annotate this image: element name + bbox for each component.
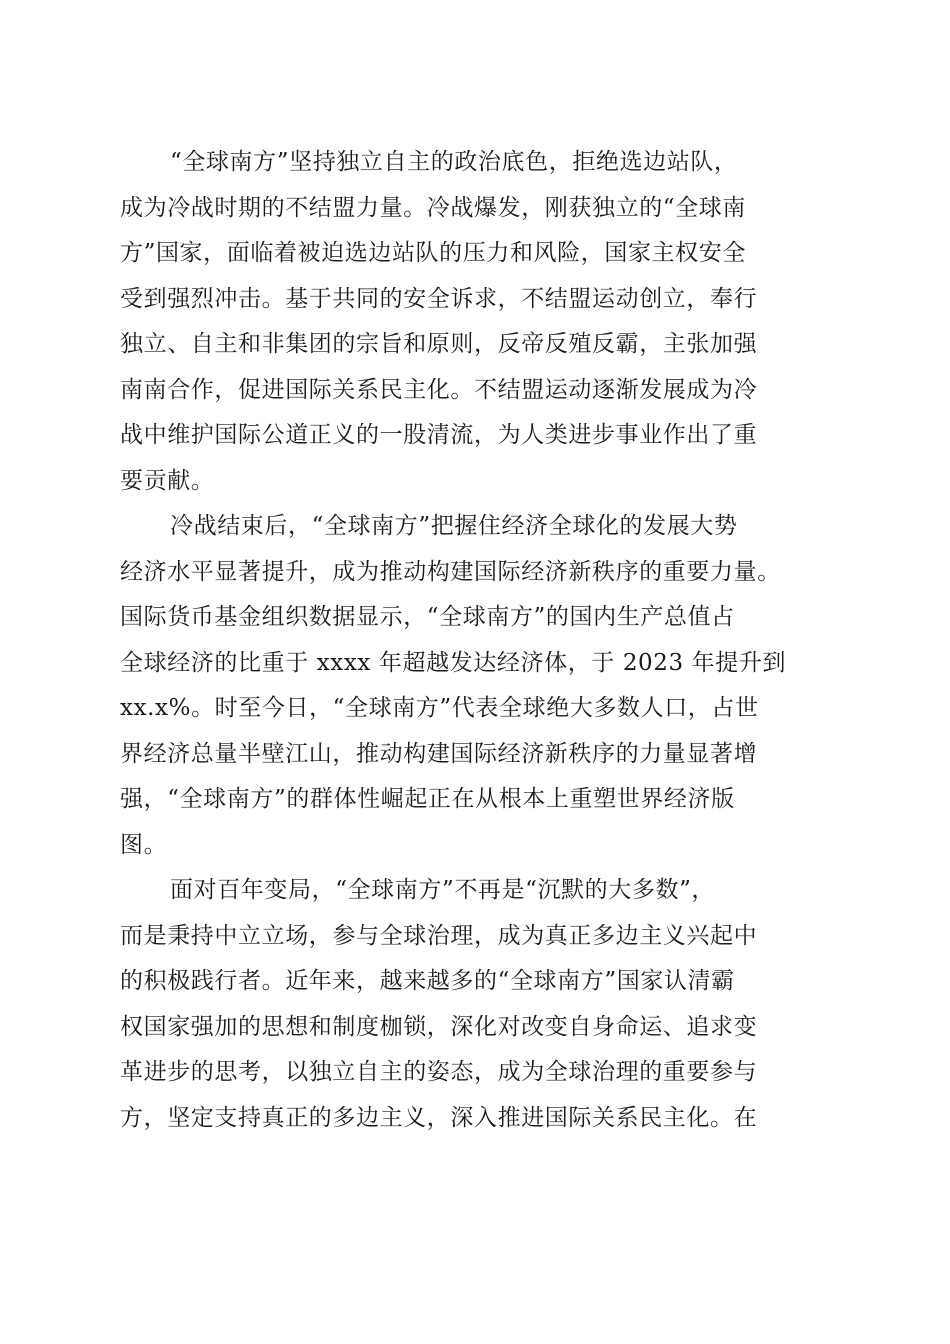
paragraph-2-line-6: 界经济总量半壁江山，推动构建国际经济新秩序的力量显著增 [120, 741, 758, 767]
paragraph-1-line-1: “全球南方”坚持独立自主的政治底色，拒绝选边站队， [170, 149, 738, 175]
paragraph-1-line-7: 战中维护国际公道正义的一股清流，为人类进步事业作出了重 [120, 422, 758, 448]
paragraph-2-line-2: 经济水平显著提升，成为推动构建国际经济新秩序的重要力量。 [120, 559, 781, 585]
paragraph-1-line-8: 要贡献。 [120, 468, 215, 494]
paragraph-2-line-1: 冷战结束后，“全球南方”把握住经济全球化的发展大势 [170, 513, 738, 539]
paragraph-1-line-2: 成为冷战时期的不结盟力量。冷战爆发，刚获独立的“全球南 [120, 195, 746, 221]
paragraph-2-line-4: 全球经济的比重于 xxxx 年超越发达经济体，于 2023 年提升到 [120, 650, 787, 676]
paragraph-3-line-4: 权国家强加的思想和制度枷锁，深化对改变自身命运、追求变 [120, 1014, 758, 1040]
paragraph-1-line-6: 南南合作，促进国际关系民主化。不结盟运动逐渐发展成为冷 [120, 377, 758, 403]
paragraph-3-line-5: 革进步的思考，以独立自主的姿态，成为全球治理的重要参与 [120, 1059, 758, 1085]
paragraph-1-line-3: 方”国家，面临着被迫选边站队的压力和风险，国家主权安全 [120, 240, 746, 266]
paragraph-2-line-5: xx.x%。时至今日，“全球南方”代表全球绝大多数人口，占世 [120, 695, 759, 721]
paragraph-3-line-6: 方，坚定支持真正的多边主义，深入推进国际关系民主化。在 [120, 1105, 758, 1131]
paragraph-2-line-7: 强，“全球南方”的群体性崛起正在从根本上重塑世界经济版 [120, 786, 735, 812]
paragraph-3-line-2: 而是秉持中立立场，参与全球治理，成为真正多边主义兴起中 [120, 923, 758, 949]
paragraph-3-line-1: 面对百年变局，“全球南方”不再是“沉默的大多数”， [170, 877, 716, 903]
paragraph-3-line-3: 的积极践行者。近年来，越来越多的“全球南方”国家认清霸 [120, 968, 735, 994]
paragraph-1-line-4: 受到强烈冲击。基于共同的安全诉求，不结盟运动创立，奉行 [120, 286, 758, 312]
paragraph-1-line-5: 独立、自主和非集团的宗旨和原则，反帝反殖反霸，主张加强 [120, 331, 758, 357]
paragraph-2-line-8: 图。 [120, 832, 168, 858]
paragraph-2-line-3: 国际货币基金组织数据显示，“全球南方”的国内生产总值占 [120, 604, 735, 630]
